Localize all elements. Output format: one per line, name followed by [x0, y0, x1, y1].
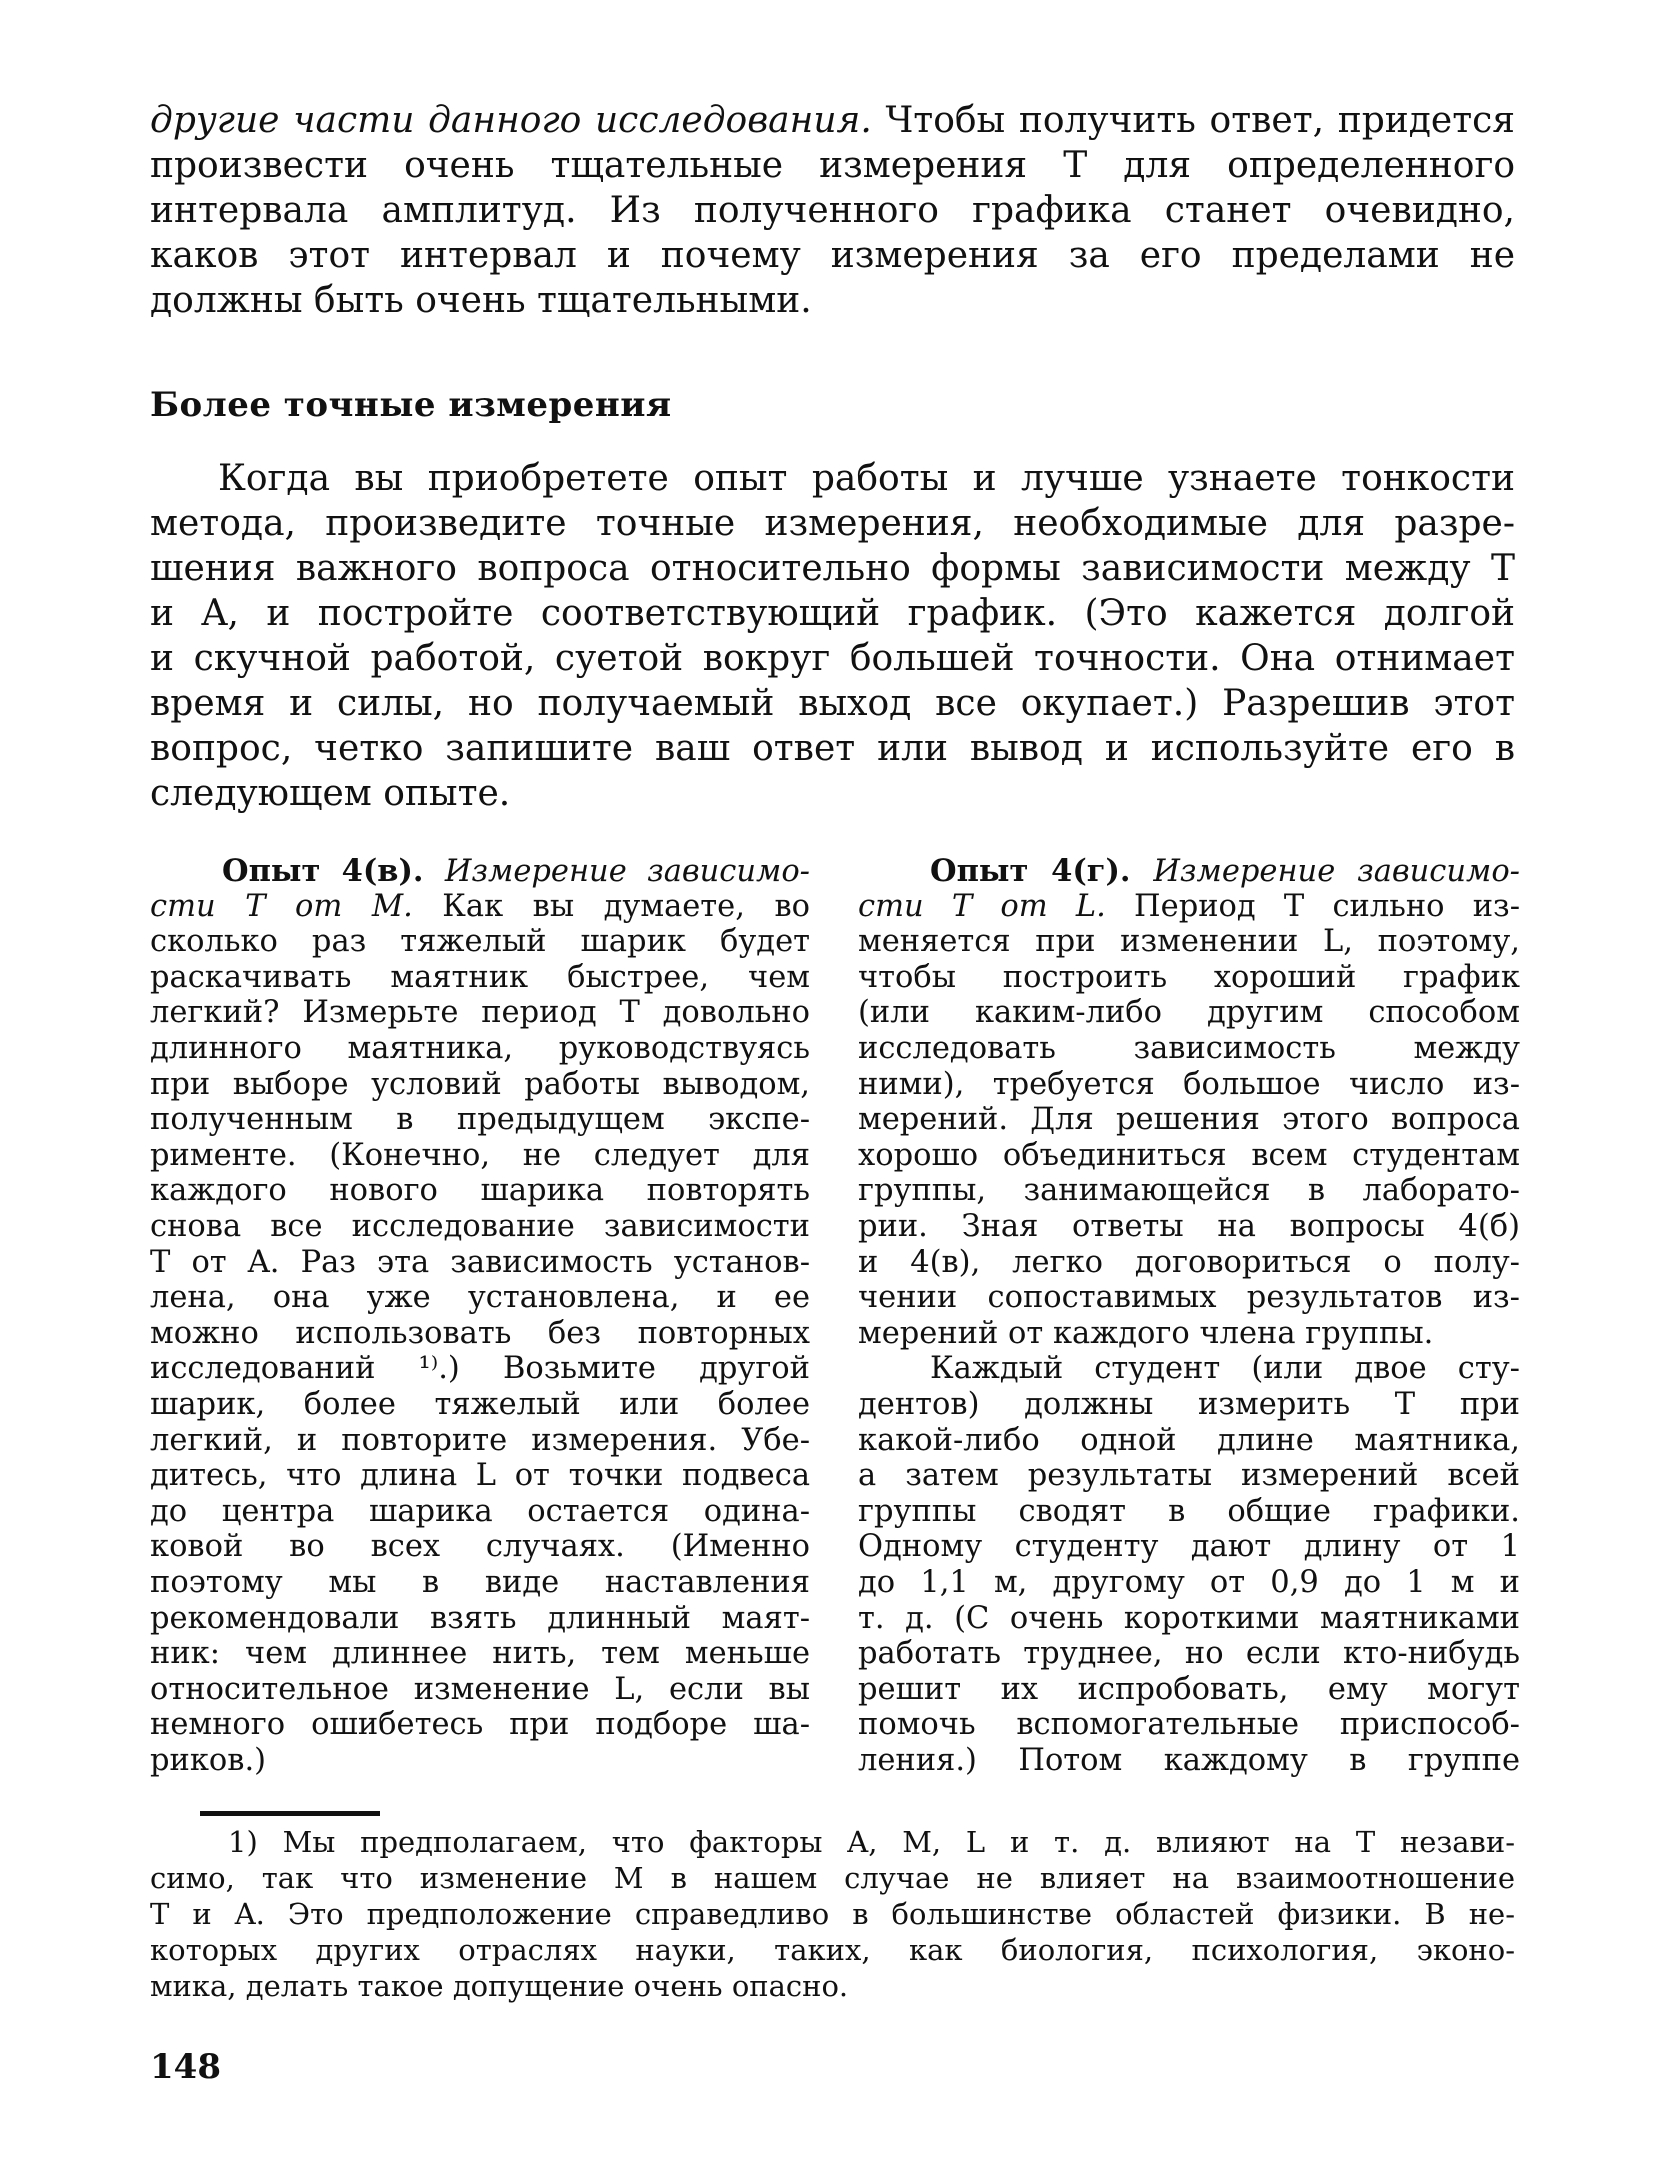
experiment-title: Измерение зависимо- [1153, 854, 1520, 889]
experiment-4g-line [930, 1351, 1520, 1386]
line-text: рименте. (Конечно, не следует для [150, 1137, 810, 1173]
line-text: лена, она уже установлена, и ее [150, 1280, 810, 1316]
experiment-4g-line [858, 1565, 1520, 1600]
line-text: помочь вспомогательные приспособ- [858, 1707, 1520, 1743]
experiment-4v-line [150, 924, 810, 959]
line-text: Период T сильно из- [1105, 888, 1520, 924]
experiment-title: Измерение зависимо- [444, 854, 810, 889]
line-text: рекомендовали взять длинный маят- [150, 1600, 810, 1636]
footnote-marker: 1) [228, 1825, 283, 1859]
line-text: исследований ¹⁾.) Возьмите другой [150, 1351, 810, 1387]
line-text: T от A. Раз эта зависимость установ- [150, 1244, 810, 1280]
section-line: время и силы, но получаемый выход все окупает.) Разрешив этот [150, 683, 1515, 724]
experiment-4g-line [858, 1138, 1520, 1173]
line-text: мерений. Для решения этого вопроса [858, 1102, 1520, 1138]
intro-line [150, 100, 1515, 141]
line-text: полученным в предыдущем экспе- [150, 1102, 810, 1138]
experiment-4v-line [150, 1031, 810, 1066]
section-line: Когда вы приобретете опыт работы и лучше узнаете тонкости [218, 458, 1515, 499]
experiment-4v-line [150, 889, 810, 924]
experiment-4v-line [150, 1209, 810, 1244]
line-text: дитесь, что длина L от точки подвеса [150, 1458, 810, 1494]
experiment-label: Опыт 4(г). [930, 853, 1154, 889]
line-text: каждого нового шарика повторять [150, 1173, 810, 1209]
line-text: шарик, более тяжелый или более [150, 1387, 810, 1422]
section-heading: Более точные измерения [150, 385, 672, 425]
line-text: (или каким-либо другим способом [858, 995, 1520, 1031]
experiment-4g-line [858, 1529, 1520, 1564]
line-text: легкий, и повторите измерения. Убе- [150, 1422, 810, 1458]
line-text: Одному студенту дают длину от 1 [858, 1529, 1520, 1565]
experiment-4g-line [858, 1387, 1520, 1422]
experiment-4g-line [858, 995, 1520, 1030]
page-number: 148 [150, 2047, 221, 2087]
intro-line: интервала амплитуд. Из полученного графика станет очевидно, [150, 190, 1515, 231]
experiment-4v-line [150, 995, 810, 1030]
line-text: группы, занимающейся в лаборато- [858, 1173, 1520, 1209]
experiment-4v-line [150, 1601, 810, 1636]
line-text: сколько раз тяжелый шарик будет [150, 924, 810, 960]
experiment-4g-line [858, 1743, 1520, 1778]
intro-italic-phrase: другие части данного исследования. [150, 100, 872, 141]
experiment-4v-line [150, 960, 810, 995]
line-text: T и A. Это предположение справедливо в большинстве областей физики. В не- [150, 1897, 1515, 1931]
section-line: метода, произведите точные измерения, необходимые для разре- [150, 503, 1515, 544]
experiment-4v-line [150, 1707, 810, 1742]
experiment-4g-line [858, 1209, 1520, 1244]
experiment-4g-line [858, 1636, 1520, 1671]
line-text: ними), требуется большое число из- [858, 1066, 1520, 1102]
intro-line-text: Чтобы получить ответ, придется [871, 100, 1515, 141]
experiment-4g-line [858, 1458, 1520, 1493]
footnote-line [150, 1861, 1515, 1895]
experiment-label: Опыт 4(в). [222, 853, 445, 889]
line-text: исследовать зависимость между [858, 1031, 1520, 1066]
line-text: мика, делать такое допущение очень опасно. [150, 1969, 849, 2003]
line-text: а затем результаты измерений всей [858, 1458, 1520, 1494]
experiment-4v-line [150, 1565, 810, 1600]
experiment-4g-line [858, 1316, 1520, 1351]
experiment-4v-title-line [222, 853, 810, 889]
line-text: риков.) [150, 1743, 267, 1778]
line-text: можно использовать без повторных [150, 1315, 810, 1351]
experiment-4v-line [150, 1387, 810, 1422]
experiment-4g-line [858, 1102, 1520, 1137]
line-text: т. д. (С очень короткими маятниками [858, 1600, 1520, 1636]
line-text: и 4(в), легко договориться о полу- [858, 1244, 1520, 1280]
experiment-4g-line [858, 889, 1520, 924]
line-text: до 1,1 м, другому от 0,9 до 1 м и [858, 1565, 1520, 1600]
experiment-4g-line [858, 924, 1520, 959]
line-text: дентов) должны измерить T при [858, 1387, 1520, 1422]
footnote-divider [200, 1811, 380, 1816]
experiment-4g-line [858, 1707, 1520, 1742]
experiment-4v-line [150, 1280, 810, 1315]
experiment-4g-line [858, 1601, 1520, 1636]
experiment-4v-line [150, 1138, 810, 1173]
experiment-4v-line [150, 1173, 810, 1208]
line-text: которых других отраслях науки, таких, как биология, психология, эконо- [150, 1933, 1515, 1967]
experiment-4v-line [150, 1636, 810, 1671]
experiment-4v-line [150, 1316, 810, 1351]
experiment-4v-line [150, 1743, 810, 1778]
experiment-4v-line [150, 1102, 810, 1137]
line-text: до центра шарика остается одина- [150, 1493, 810, 1529]
experiment-4g-line [858, 960, 1520, 995]
experiment-4g-line [858, 1245, 1520, 1280]
line-text: решит их испробовать, ему могут [858, 1671, 1520, 1707]
experiment-4g-line [858, 1067, 1520, 1102]
intro-line: каков этот интервал и почему измерения за его пределами не [150, 235, 1515, 276]
experiment-title: сти T от M. [150, 888, 413, 924]
line-text: поэтому мы в виде наставления [150, 1565, 810, 1600]
experiment-title: сти T от L. [858, 888, 1106, 924]
section-line: и скучной работой, суетой вокруг большей точности. Она отнимает [150, 638, 1515, 679]
line-text: чении сопоставимых результатов из- [858, 1280, 1520, 1316]
line-text: мерений от каждого члена группы. [858, 1315, 1434, 1351]
line-text: группы сводят в общие графики. [858, 1493, 1520, 1529]
experiment-4g-line [858, 1031, 1520, 1066]
line-text: какой-либо одной длине маятника, [858, 1422, 1520, 1458]
experiment-4v-line [150, 1458, 810, 1493]
section-line: и A, и постройте соответствующий график. (Это кажется долгой [150, 593, 1515, 634]
experiment-4g-line [858, 1423, 1520, 1458]
intro-line: произвести очень тщательные измерения T для определенного [150, 145, 1515, 186]
experiment-4v-line [150, 1423, 810, 1458]
line-text: снова все исследование зависимости [150, 1209, 810, 1244]
experiment-4g-line [858, 1494, 1520, 1529]
line-text: чтобы построить хороший график [858, 959, 1520, 995]
line-text: легкий? Измерьте период T довольно [150, 995, 810, 1031]
experiment-4v-line [150, 1245, 810, 1280]
footnote-line [150, 1897, 1515, 1931]
line-text: симо, так что изменение M в нашем случае не влияет на взаимоотношение [150, 1861, 1515, 1895]
line-text: меняется при изменении L, поэтому, [858, 924, 1520, 960]
section-line: вопрос, четко запишите ваш ответ или вывод и используйте его в [150, 728, 1515, 769]
experiment-4v-line [150, 1351, 810, 1386]
section-line: шения важного вопроса относительно формы зависимости между T [150, 548, 1515, 589]
section-line: следующем опыте. [150, 773, 511, 814]
line-text: ления.) Потом каждому в группе [858, 1743, 1520, 1778]
experiment-4g-line [858, 1173, 1520, 1208]
line-text: ковой во всех случаях. (Именно [150, 1529, 810, 1565]
line-text: раскачивать маятник быстрее, чем [150, 959, 810, 995]
experiment-4g-title-line [930, 853, 1520, 889]
line-text: Как вы думаете, во [412, 888, 810, 924]
line-text: Мы предполагаем, что факторы A, M, L и т. д. влияют на T незави- [282, 1825, 1515, 1859]
experiment-4v-line [150, 1067, 810, 1102]
experiment-4g-line [858, 1672, 1520, 1707]
line-text: работать труднее, но если кто-нибудь [858, 1636, 1520, 1672]
footnote-line [150, 1933, 1515, 1967]
intro-line: должны быть очень тщательными. [150, 280, 812, 321]
line-text: немного ошибетесь при подборе ша- [150, 1707, 810, 1743]
line-text: длинного маятника, руководствуясь [150, 1031, 810, 1066]
line-text: рии. Зная ответы на вопросы 4(б) [858, 1209, 1520, 1244]
line-text: ник: чем длиннее нить, тем меньше [150, 1636, 810, 1672]
experiment-4v-line [150, 1494, 810, 1529]
footnote-line [150, 1969, 1515, 2003]
experiment-4v-line [150, 1529, 810, 1564]
experiment-4g-line [858, 1280, 1520, 1315]
line-text: Каждый студент (или двое сту- [930, 1351, 1520, 1387]
line-text: хорошо объединиться всем студентам [858, 1137, 1520, 1173]
line-text: при выборе условий работы выводом, [150, 1066, 810, 1102]
experiment-4v-line [150, 1672, 810, 1707]
footnote-line [228, 1825, 1515, 1859]
line-text: относительное изменение L, если вы [150, 1671, 810, 1707]
